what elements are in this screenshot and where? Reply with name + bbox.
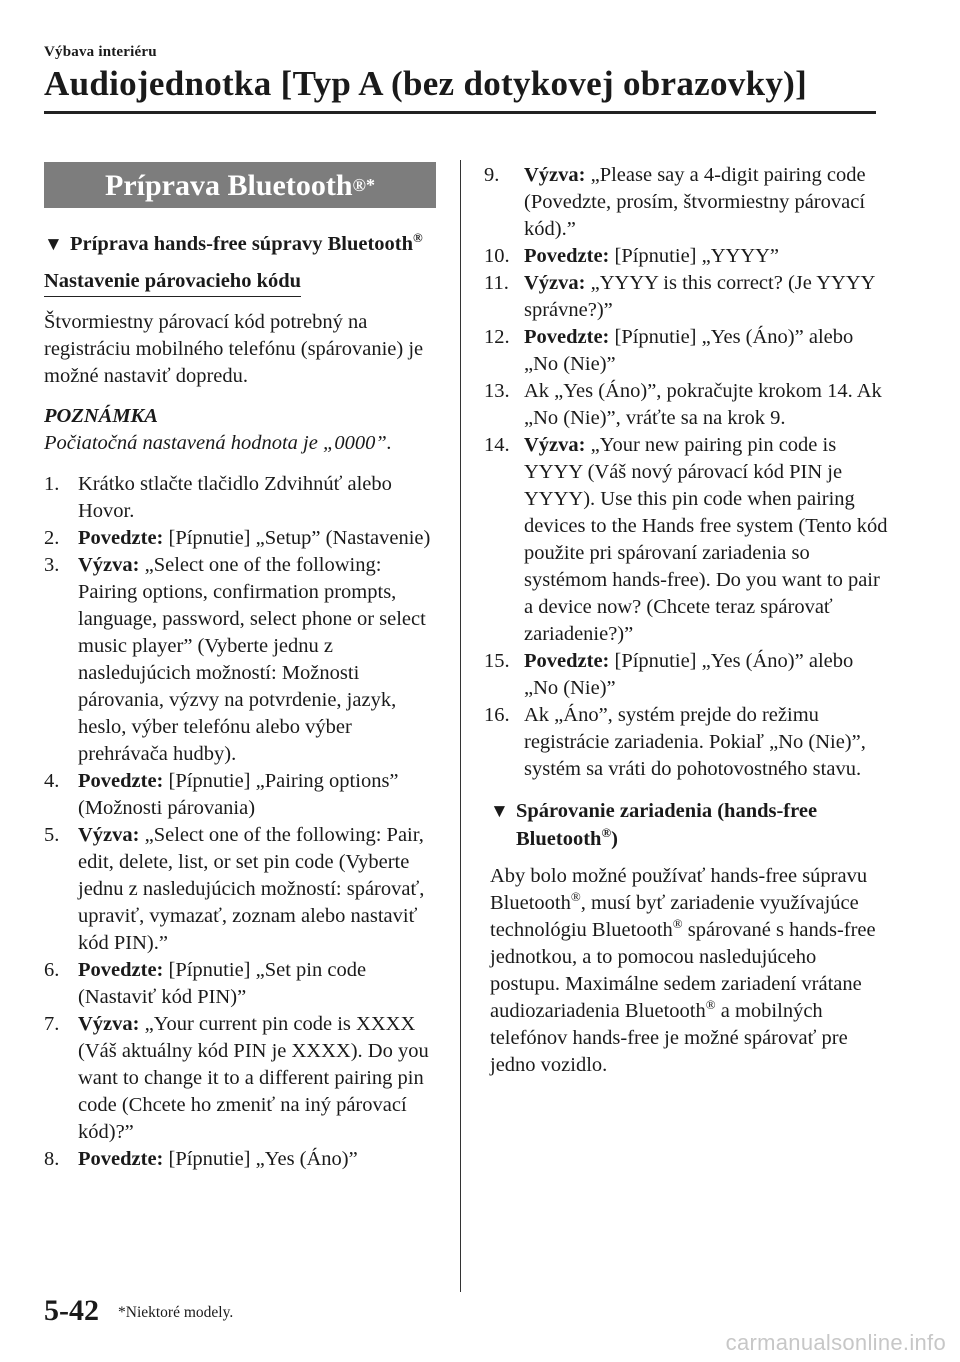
subheading-hands-free-prep	[44, 230, 436, 258]
section-label: Výbava interiéru	[44, 44, 157, 60]
page-number: 5-42	[44, 1294, 99, 1327]
step-number: 13.	[484, 380, 510, 402]
step-text: [Pípnutie] „YYYY”	[609, 245, 780, 267]
step-item	[44, 957, 436, 1011]
step-number: 3.	[44, 554, 60, 576]
step-number: 10.	[484, 245, 510, 267]
header-rule	[44, 111, 876, 114]
note-text: Počiatočná nastavená hodnota je „0000”.	[44, 432, 392, 454]
step-number: 6.	[44, 959, 60, 981]
step-label: Výzva:	[78, 554, 140, 576]
step-number: 14.	[484, 434, 510, 456]
step-number: 4.	[44, 770, 60, 792]
step-label: Povedzte:	[524, 326, 610, 348]
section-banner: Príprava Bluetooth ®*	[44, 162, 436, 208]
step-text: „Select one of the following: Pairing options, confirmation prompts, language, password, select phone or select music player” (Vyberte jednu z nasledujúcich možností: Možnosti párovania, výzvy na potvrdenie, jazyk, heslo, výber telefónu alebo výber prehrávača hudby).	[78, 554, 426, 765]
triangle-marker-icon: ▼	[490, 801, 509, 822]
step-text: [Pípnutie] „Pairing options” (Možnosti párovania)	[78, 770, 399, 819]
step-item	[484, 243, 890, 270]
step-number: 7.	[44, 1013, 60, 1035]
subheading-sup: ®	[601, 825, 612, 841]
intro-paragraph: Štvormiestny párovací kód potrebný na registráciu mobilného telefónu (spárovanie) je možné nastaviť dopredu.	[44, 311, 424, 387]
underlined-heading: Nastavenie párovacieho kódu	[44, 268, 301, 297]
step-text: „Please say a 4-digit pairing code (Povedzte, prosím, štvormiestny párovací kód).”	[524, 164, 866, 240]
step-number: 12.	[484, 326, 510, 348]
step-label: Povedzte:	[78, 1148, 164, 1170]
triangle-marker-icon: ▼	[44, 234, 63, 255]
banner-title: Príprava Bluetooth	[105, 168, 353, 202]
step-number: 1.	[44, 473, 60, 495]
step-item	[44, 1146, 436, 1173]
para-text: , musí byť zariadenie využívajúce technológiu Bluetooth	[490, 892, 859, 941]
step-item	[484, 324, 890, 378]
para-sup: ®	[570, 889, 581, 905]
step-label: Povedzte:	[524, 245, 610, 267]
step-text: [Pípnutie] „Yes (Áno)” alebo „No (Nie)”	[524, 326, 854, 375]
subheading-text: Príprava hands-free súpravy Bluetooth	[70, 233, 414, 255]
step-label: Povedzte:	[524, 650, 610, 672]
step-label: Výzva:	[78, 824, 140, 846]
step-text: „Your new pairing pin code is YYYY (Váš nový párovací kód PIN je YYYY). Use this pin code when pairing devices to the Hands free system (Tento kód použite pri spárovaní zariadenia so systémom hands-free). Do you want to pair a device now? (Chcete teraz spárovať zariadenie?)”	[524, 434, 888, 645]
step-text: [Pípnutie] „Set pin code (Nastaviť kód PIN)”	[78, 959, 367, 1008]
step-label: Povedzte:	[78, 959, 164, 981]
footnote: *Niektoré modely.	[118, 1304, 234, 1321]
pairing-paragraph	[490, 863, 890, 1079]
step-number: 11.	[484, 272, 509, 294]
page-title: Audiojednotka [Typ A (bez dotykovej obrazovky)]	[44, 64, 808, 103]
subheading-sup: ®	[413, 230, 423, 246]
step-item	[44, 768, 436, 822]
step-label: Povedzte:	[78, 527, 164, 549]
step-number: 8.	[44, 1148, 60, 1170]
step-text: „Select one of the following: Pair, edit, delete, list, or set pin code (Vyberte jednu z nasledujúcich možností: spárovať, upraviť, vymazať, zoznam alebo nastaviť kód PIN).”	[78, 824, 425, 954]
step-number: 16.	[484, 704, 510, 726]
step-text: Krátko stlačte tlačidlo Zdvihnúť alebo Hovor.	[78, 473, 392, 522]
step-number: 15.	[484, 650, 510, 672]
right-column	[484, 162, 890, 1092]
step-text: [Pípnutie] „Yes (Áno)”	[163, 1148, 358, 1170]
step-item	[484, 162, 890, 243]
step-text: Ak „Áno”, systém prejde do režimu registrácie zariadenia. Pokiaľ „No (Nie)”, systém sa vráti do pohotovostného stavu.	[524, 704, 866, 780]
step-text: „Your current pin code is XXXX (Váš aktuálny kód PIN je XXXX). Do you want to change it to a different pairing pin code (Chcete ho zmeniť na iný párovací kód)?”	[78, 1013, 429, 1143]
step-item	[484, 270, 890, 324]
subheading-tail: )	[611, 828, 618, 850]
para-sup: ®	[705, 997, 716, 1013]
step-number: 9.	[484, 164, 500, 186]
para-sup: ®	[672, 916, 683, 932]
subheading-pairing	[490, 797, 890, 853]
subheading-text: Spárovanie zariadenia (hands-free Bluetooth	[516, 800, 818, 850]
para-text: a mobilných telefónov hands-free je možné spárovať pre jedno vozidlo.	[490, 1000, 848, 1076]
steps-list-right	[484, 162, 890, 783]
left-column	[44, 162, 436, 1173]
watermark: carmanualsonline.info	[725, 1330, 946, 1355]
step-item	[484, 378, 890, 432]
steps-list-left	[44, 471, 436, 1173]
para-text: spárované s hands-free jednotkou, a to pomocou nasledujúceho postupu. Maximálne sedem zariadení vrátane audiozariadenia Bluetooth	[490, 919, 876, 1022]
step-item	[44, 822, 436, 957]
step-label: Výzva:	[78, 1013, 140, 1035]
step-item	[44, 552, 436, 768]
step-number: 2.	[44, 527, 60, 549]
note-label: POZNÁMKA	[44, 405, 158, 427]
step-text: Ak „Yes (Áno)”, pokračujte krokom 14. Ak „No (Nie)”, vráťte sa na krok 9.	[524, 380, 882, 429]
step-item	[484, 648, 890, 702]
step-text: [Pípnutie] „Setup” (Nastavenie)	[163, 527, 431, 549]
step-label: Výzva:	[524, 272, 586, 294]
column-divider	[460, 160, 461, 1292]
step-item	[44, 1011, 436, 1146]
step-item	[484, 702, 890, 783]
step-item	[484, 432, 890, 648]
step-item	[44, 471, 436, 525]
step-number: 5.	[44, 824, 60, 846]
para-text: Aby bolo možné používať hands-free súpravu Bluetooth	[490, 865, 868, 914]
step-text: [Pípnutie] „Yes (Áno)” alebo „No (Nie)”	[524, 650, 854, 699]
step-text: „YYYY is this correct? (Je YYYY správne?)”	[524, 272, 875, 321]
step-item	[44, 525, 436, 552]
step-label: Výzva:	[524, 434, 586, 456]
step-label: Povedzte:	[78, 770, 164, 792]
step-label: Výzva:	[524, 164, 586, 186]
